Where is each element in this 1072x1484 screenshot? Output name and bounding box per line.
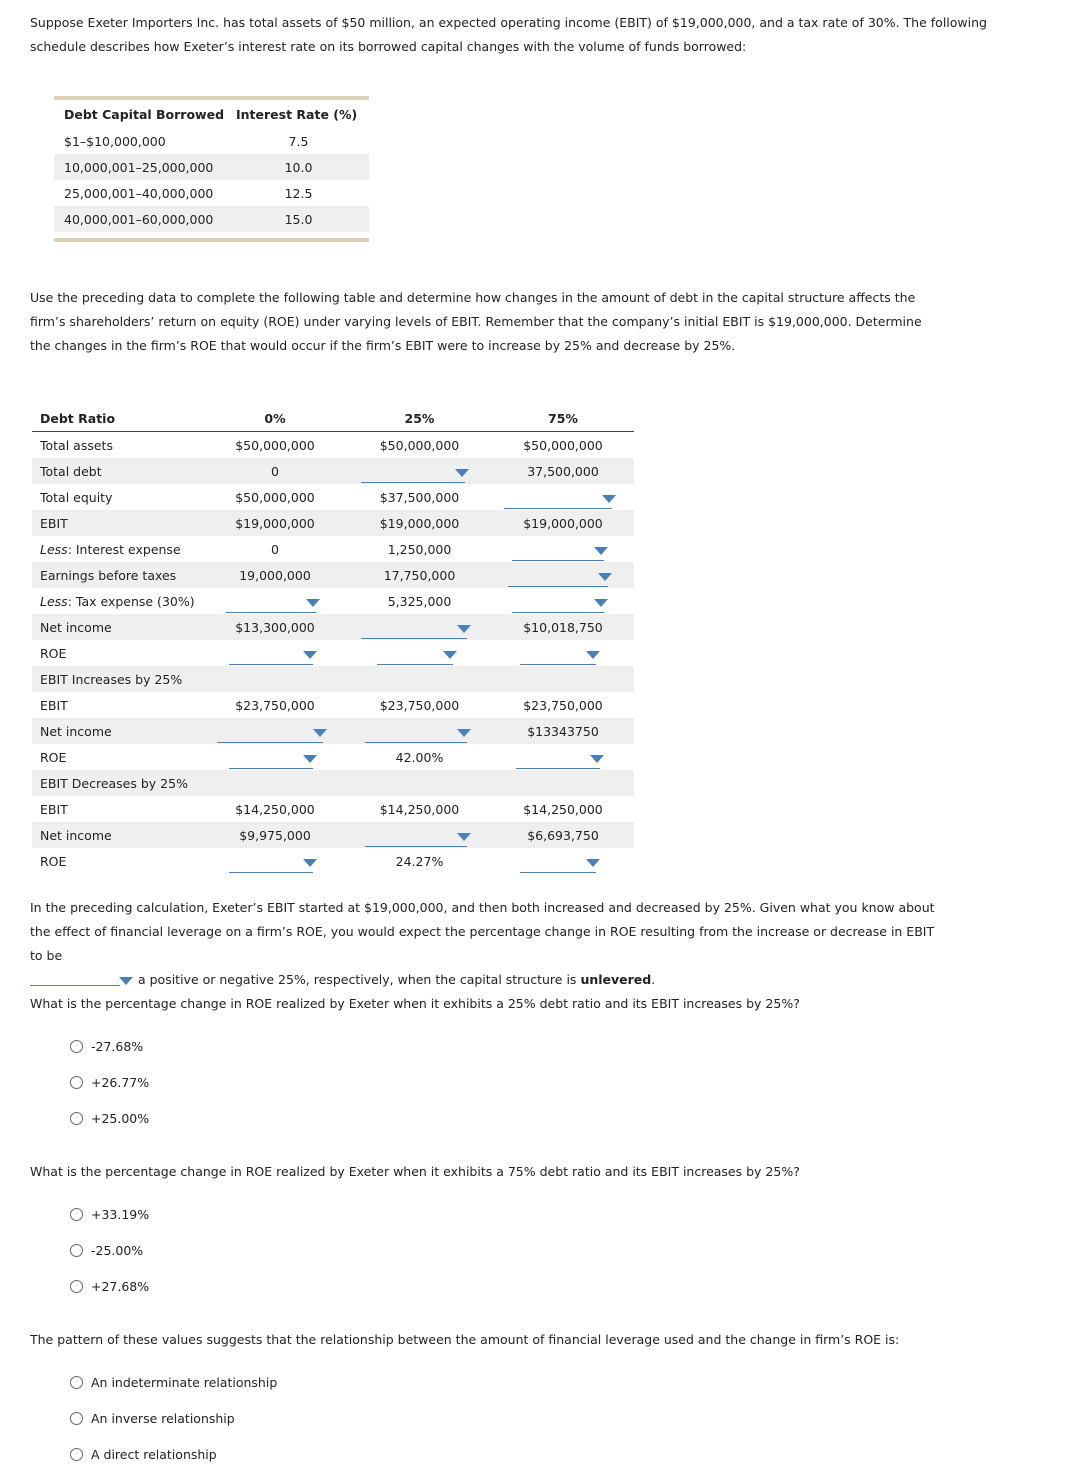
chevron-down-icon [594,599,608,607]
row-inc-roe [32,744,634,770]
row-earnings-before-taxes [32,562,634,588]
row-label: EBIT [40,515,68,531]
row-label [32,594,197,609]
row-total-equity [32,484,634,510]
question-3-options [70,1364,277,1472]
radio-option[interactable] [70,1100,149,1136]
row-label: Earnings before taxes [40,567,177,583]
header-75-percent: 75% [548,410,578,426]
radio-button[interactable] [70,1040,83,1053]
dec-roe-75-dropdown[interactable] [520,852,596,873]
row-label: Net income [40,827,112,843]
chevron-down-icon [303,859,317,867]
row-label: EBIT [40,697,68,713]
row-label: ROE [40,749,67,765]
row-ebit [32,510,634,536]
debt-range: 10,000,001–25,000,000 [64,159,214,175]
instructions-paragraph: Use the preceding data to complete the following table and determine how changes in the amount of debt in the capital structure affects the firm’s shareholders’ return on equity (ROE) under varying levels of EBIT. Remember that the company’s initial EBIT is $19,000,000. Determine the changes in the firm’s ROE that would occur if the firm’s EBIT were to increase by 25% and decrease by 25%. [30,290,922,353]
row-dec-net-income [32,822,634,848]
row-ebit-decreases-header [32,770,634,796]
value-cell: $14,250,000 [379,801,460,817]
value-cell: $50,000,000 [523,437,603,453]
table-row [54,206,369,232]
chevron-down-icon [306,599,320,607]
leverage-text-1: In the preceding calculation, Exeter’s EBIT started at $19,000,000, and then both increased and decreased by 25%. Given what you know about the effect of financial leverage on a firm’s ROE, you would expect the percentage change in ROE resulting from the increase or decrease in EBIT to be [30,900,935,963]
value-cell: $50,000,000 [235,437,315,453]
interest-rate: 10.0 [284,159,313,175]
value-cell: $23,750,000 [235,697,315,713]
intro-paragraph: Suppose Exeter Importers Inc. has total assets of $50 million, an expected operating income (EBIT) of $19,000,000, and a tax rate of 30%. The following schedule describes how Exeter’s interest rate on its borrowed capital changes with the volume of funds borrowed: [30,15,987,54]
chevron-down-icon [594,547,608,555]
chevron-down-icon [598,573,612,581]
row-label: Total assets [40,437,113,453]
leverage-end: . [651,972,656,987]
table-row [54,180,369,206]
interest-rate: 15.0 [284,211,313,227]
question-2-text: What is the percentage change in ROE realized by Exeter when it exhibits a 75% debt ratio and its EBIT increases by 25%? [30,1164,800,1179]
row-interest-expense [32,536,634,562]
radio-option[interactable] [70,1064,149,1100]
option-label: +27.68% [91,1278,150,1294]
chevron-down-icon [443,651,457,659]
radio-option[interactable] [70,1268,149,1304]
interest-expense-75-dropdown[interactable] [512,540,604,561]
row-inc-net-income [32,718,634,744]
total-equity-75-dropdown[interactable] [504,488,612,509]
roe-table [32,405,634,874]
option-label: +26.77% [91,1074,150,1090]
row-total-debt [32,458,634,484]
chevron-down-icon [303,651,317,659]
value-cell: $6,693,750 [527,827,599,843]
value-cell: $23,750,000 [523,697,603,713]
row-label: Net income [40,619,112,635]
section-label: EBIT Increases by 25% [40,671,183,687]
debt-range: $1–$10,000,000 [64,133,166,149]
value-cell: $50,000,000 [235,489,315,505]
value-cell: $13343750 [527,723,599,739]
leverage-expectation-dropdown[interactable] [30,971,120,986]
section-label: EBIT Decreases by 25% [40,775,188,791]
chevron-down-icon [313,729,327,737]
header-25-percent: 25% [404,410,435,426]
value-cell: 17,750,000 [383,567,456,583]
table-row [54,128,369,154]
row-total-assets [32,432,634,458]
row-label-rest: : Interest expense [67,541,181,557]
inc-roe-75-dropdown[interactable] [516,748,600,769]
leverage-text-2: a positive or negative 25%, respectively, when the capital structure is [137,972,577,987]
radio-button[interactable] [70,1112,83,1125]
value-cell: 0 [271,541,279,557]
option-label: -27.68% [91,1038,144,1054]
value-cell: 42.00% [395,749,444,765]
header-0-percent: 0% [264,410,286,426]
tax-expense-0-dropdown[interactable] [226,592,316,613]
roe-75-dropdown[interactable] [520,644,596,665]
question-1-options [70,1028,149,1136]
table-bottom-rule [54,238,369,242]
value-cell: 5,325,000 [387,593,452,609]
value-cell: 37,500,000 [527,463,599,479]
row-label-rest: : Tax expense (30%) [67,593,195,609]
value-cell: $50,000,000 [379,437,460,453]
value-cell: $23,750,000 [379,697,460,713]
radio-button[interactable] [70,1076,83,1089]
debt-range: 40,000,001–60,000,000 [64,211,214,227]
radio-button[interactable] [70,1448,83,1461]
dec-net-income-25-dropdown[interactable] [365,826,467,847]
value-cell: $10,018,750 [523,619,603,635]
chevron-down-icon [457,729,471,737]
debt-range: 25,000,001–40,000,000 [64,185,214,201]
value-cell: $19,000,000 [235,515,315,531]
value-cell: $13,300,000 [235,619,315,635]
radio-button[interactable] [70,1376,83,1389]
schedule-header [54,100,369,128]
radio-option[interactable] [70,1196,149,1232]
roe-0-dropdown[interactable] [229,644,313,665]
question-2-options [70,1196,149,1304]
chevron-down-icon [586,859,600,867]
inc-net-income-0-dropdown[interactable] [217,722,323,743]
header-interest-rate: Interest Rate (%) [236,106,358,122]
value-cell: 24.27% [395,853,444,869]
row-label [32,542,197,557]
header-debt-capital: Debt Capital Borrowed [64,106,225,122]
value-cell: $14,250,000 [523,801,603,817]
radio-option[interactable] [70,1400,277,1436]
option-label: A direct relationship [91,1446,217,1462]
chevron-down-icon [303,755,317,763]
row-inc-ebit [32,692,634,718]
value-cell: 19,000,000 [239,567,311,583]
radio-option[interactable] [70,1028,149,1064]
row-tax-expense [32,588,634,614]
value-cell: 0 [271,463,279,479]
row-label: EBIT [40,801,68,817]
row-label: ROE [40,645,67,661]
unlevered-term: unlevered [580,972,652,987]
ebt-75-dropdown[interactable] [508,566,608,587]
chevron-down-icon [602,495,616,503]
option-label: An inverse relationship [91,1410,235,1426]
row-label: Net income [40,723,112,739]
option-label: -25.00% [91,1242,144,1258]
interest-rate: 7.5 [288,133,309,149]
chevron-down-icon [590,755,604,763]
roe-25-dropdown[interactable] [377,644,453,665]
total-debt-25-dropdown[interactable] [361,462,465,483]
inc-roe-0-dropdown[interactable] [229,748,313,769]
interest-rate-schedule [54,96,369,242]
inc-net-income-25-dropdown[interactable] [365,722,467,743]
chevron-down-icon [455,469,469,477]
less-prefix: Less [40,593,68,609]
radio-button[interactable] [70,1208,83,1221]
chevron-down-icon [457,833,471,841]
leverage-paragraph [30,896,945,992]
less-prefix: Less [40,541,68,557]
chevron-down-icon [457,625,471,633]
row-ebit-increases-header [32,666,634,692]
radio-button[interactable] [70,1244,83,1257]
radio-option[interactable] [70,1232,149,1268]
radio-option[interactable] [70,1436,277,1472]
radio-button[interactable] [70,1280,83,1293]
chevron-down-icon [119,977,133,985]
header-debt-ratio: Debt Ratio [40,410,116,426]
interest-rate: 12.5 [284,185,313,201]
radio-button[interactable] [70,1412,83,1425]
value-cell: 1,250,000 [387,541,452,557]
question-3-text: The pattern of these values suggests that the relationship between the amount of financial leverage used and the change in firm’s ROE is: [30,1332,900,1347]
value-cell: $19,000,000 [379,515,460,531]
row-net-income [32,614,634,640]
row-dec-ebit [32,796,634,822]
value-cell: $37,500,000 [379,489,460,505]
chevron-down-icon [586,651,600,659]
question-1-text: What is the percentage change in ROE realized by Exeter when it exhibits a 25% debt ratio and its EBIT increases by 25%? [30,996,800,1011]
radio-option[interactable] [70,1364,277,1400]
dec-roe-0-dropdown[interactable] [229,852,313,873]
row-roe [32,640,634,666]
net-income-25-dropdown[interactable] [361,618,467,639]
table-row [54,154,369,180]
row-dec-roe [32,848,634,874]
option-label: An indeterminate relationship [91,1374,278,1390]
value-cell: $14,250,000 [235,801,315,817]
row-label: ROE [40,853,67,869]
option-label: +25.00% [91,1110,150,1126]
value-cell: $9,975,000 [239,827,311,843]
row-label: Total debt [40,463,102,479]
option-label: +33.19% [91,1206,150,1222]
value-cell: $19,000,000 [523,515,603,531]
tax-expense-75-dropdown[interactable] [512,592,604,613]
row-label: Total equity [40,489,113,505]
debt-ratio-header [32,405,634,432]
